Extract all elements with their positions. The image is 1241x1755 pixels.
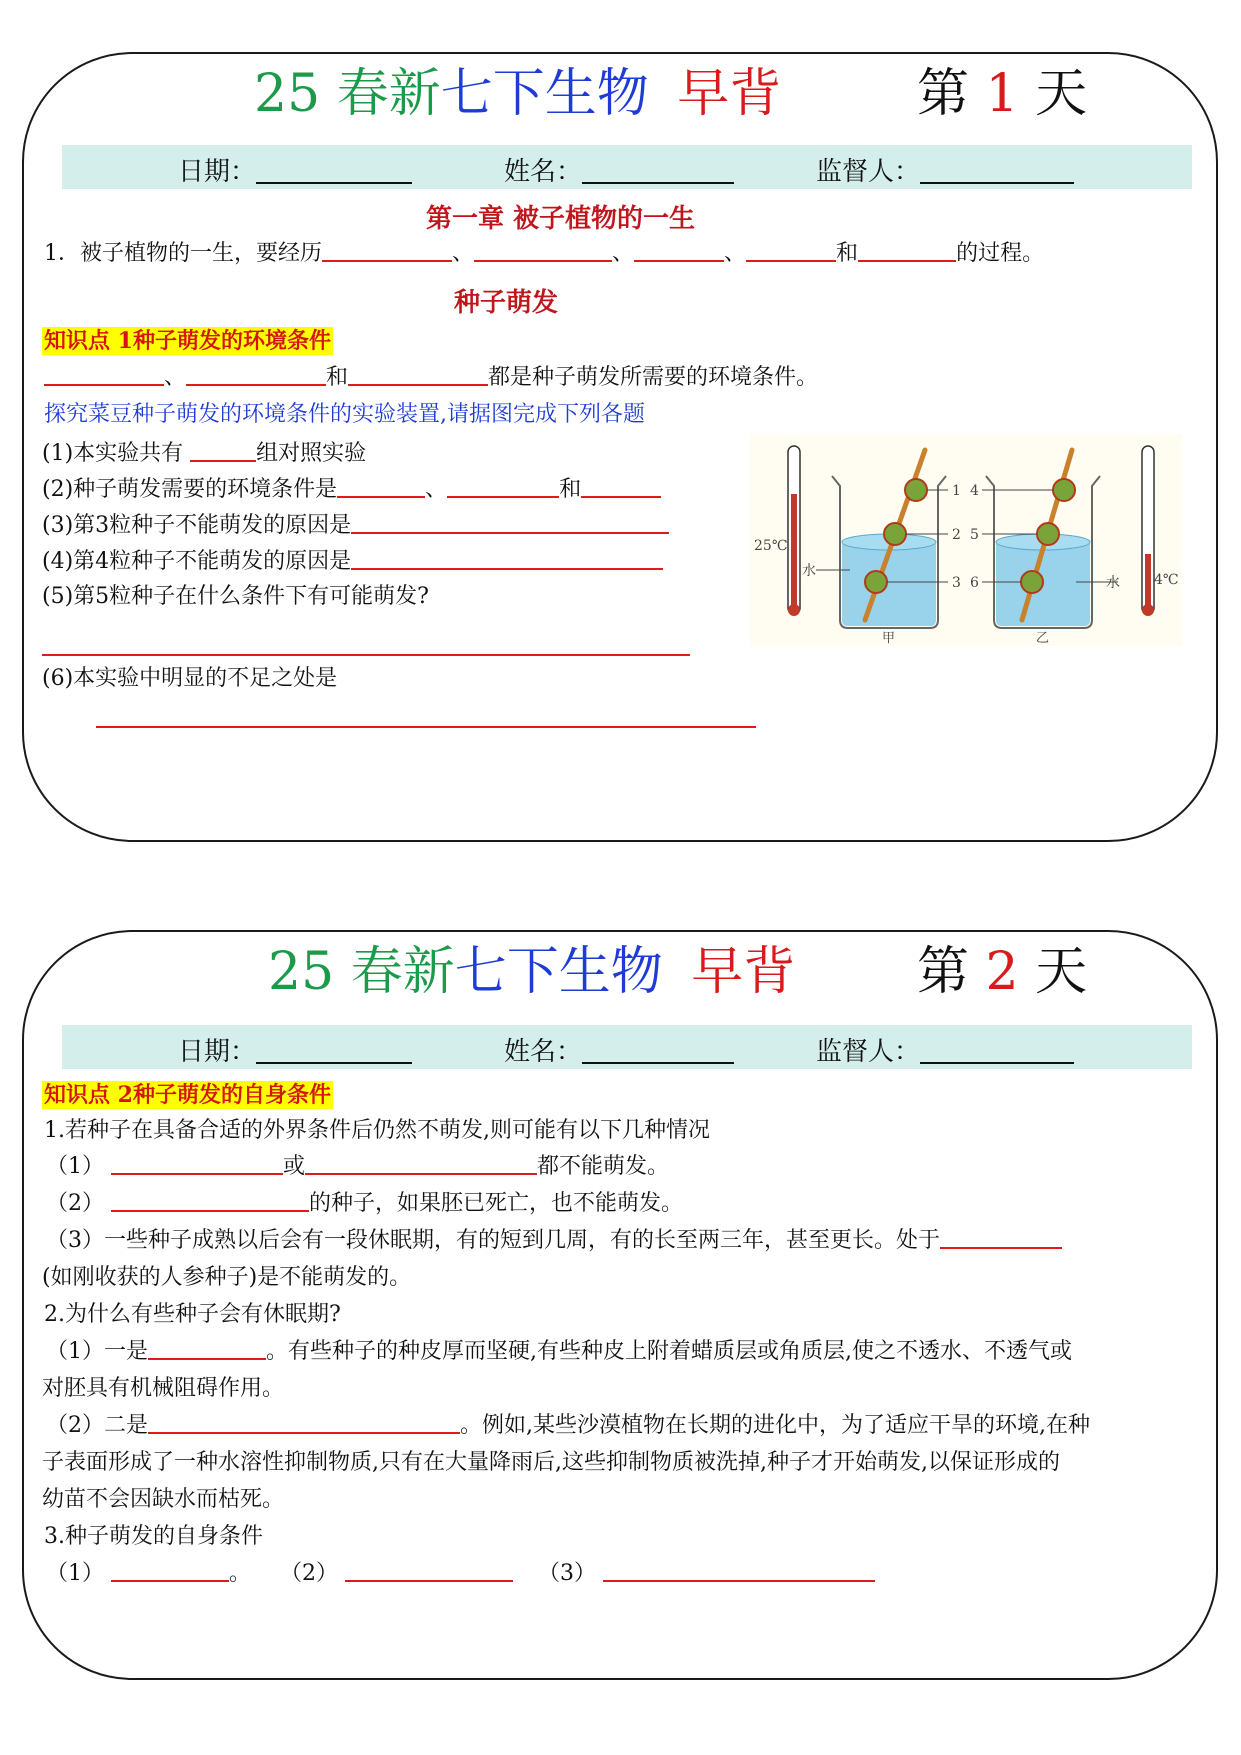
thermometer-left-icon	[788, 446, 800, 616]
info-bar	[62, 1025, 1192, 1069]
blank[interactable]	[603, 1558, 875, 1582]
chapter-heading: 第一章 被子植物的一生	[426, 204, 696, 234]
blank[interactable]	[322, 238, 452, 262]
day-1-card	[22, 52, 1218, 842]
temp-right-label: 4℃	[1154, 572, 1179, 588]
blank[interactable]	[111, 1151, 283, 1175]
water-label-left: 水	[802, 563, 816, 579]
section-heading: 种子萌发	[454, 288, 559, 318]
thermometer-right-icon	[1142, 446, 1154, 616]
info-bar	[62, 145, 1192, 189]
item-1-2: （2） 的种子，如果胚已死亡，也不能萌发。	[46, 1185, 683, 1222]
item-1-1: （1） 或 都不能萌发。	[46, 1148, 669, 1185]
supervisor-blank[interactable]	[920, 158, 1074, 184]
beaker-right-label: 乙	[1036, 631, 1050, 646]
card-title: 25 春新七下生物 早背	[268, 942, 796, 1002]
beaker-right-icon	[982, 450, 1118, 628]
day-2-card	[22, 930, 1218, 1680]
section-3-heading: 3.种子萌发的自身条件	[44, 1524, 263, 1549]
blank[interactable]	[858, 238, 956, 262]
seed-label-3: 3	[952, 575, 961, 591]
item-1-3-cont: (如刚收获的人参种子)是不能萌发的。	[42, 1265, 412, 1290]
blank[interactable]	[634, 238, 724, 262]
blank[interactable]	[337, 474, 425, 498]
name-field[interactable]: 姓名：	[504, 151, 734, 188]
date-blank[interactable]	[256, 1038, 412, 1064]
item-1-3: （3）一些种子成熟以后会有一段休眠期，有的短到几周，有的长至两三年，甚至更长。处于	[46, 1222, 1062, 1259]
seed-label-5: 5	[970, 527, 979, 543]
question-1: 1．被子植物的一生，要经历 、 、 、 和 的过程。	[44, 238, 1044, 269]
blank[interactable]	[940, 1225, 1062, 1249]
blank[interactable]	[474, 238, 612, 262]
item-6: (6)本实验中明显的不足之处是	[42, 666, 338, 691]
blank[interactable]	[746, 238, 836, 262]
supervisor-field[interactable]: 监督人：	[816, 151, 1074, 188]
blank[interactable]	[148, 1410, 460, 1434]
blank[interactable]	[186, 362, 326, 386]
knowledge-point-1: 知识点 1种子萌发的环境条件	[44, 328, 331, 354]
environment-conditions-line: 、 和 都是种子萌发所需要的环境条件。	[44, 362, 818, 393]
section-1-heading: 1.若种子在具备合适的外界条件后仍然不萌发,则可能有以下几种情况	[44, 1118, 710, 1143]
seed-label-2: 2	[952, 527, 961, 543]
blank[interactable]	[111, 1188, 309, 1212]
blank[interactable]	[305, 1151, 537, 1175]
name-field[interactable]: 姓名：	[504, 1031, 734, 1068]
blank[interactable]	[447, 474, 559, 498]
item-2-1-cont: 对胚具有机械阻碍作用。	[42, 1376, 285, 1401]
date-field[interactable]: 日期：	[178, 1031, 412, 1068]
seed-label-1: 1	[952, 483, 961, 499]
card-title: 25 春新七下生物 早背	[254, 64, 782, 124]
item-2-1: （1）一是 。有些种子的种皮厚而坚硬,有些种皮上附着蜡质层或角质层,使之不透水、不透气或	[46, 1333, 1072, 1370]
temp-left-label: 25℃	[754, 538, 788, 554]
experiment-figure	[750, 434, 1182, 646]
section-2-heading: 2.为什么有些种子会有休眠期?	[44, 1302, 341, 1327]
item-2: (2)种子萌发需要的环境条件是 、 和	[42, 474, 661, 505]
item-2-2: （2）二是 。例如,某些沙漠植物在长期的进化中，为了适应干旱的环境,在种	[46, 1407, 1090, 1444]
item-2-2-cont2: 幼苗不会因缺水而枯死。	[42, 1487, 285, 1512]
name-blank[interactable]	[582, 158, 734, 184]
knowledge-point-2: 知识点 2种子萌发的自身条件	[44, 1082, 331, 1108]
water-label-right: 水	[1106, 575, 1120, 591]
blank[interactable]	[111, 1558, 229, 1582]
item-3: (3)第3粒种子不能萌发的原因是	[42, 510, 669, 541]
item-5-answer-line[interactable]	[42, 654, 690, 656]
item-5: (5)第5粒种子在什么条件下有可能萌发?	[42, 584, 429, 609]
blank[interactable]	[581, 474, 661, 498]
item-6-answer-line[interactable]	[96, 726, 756, 728]
blank[interactable]	[44, 362, 164, 386]
blank[interactable]	[148, 1336, 266, 1360]
date-field[interactable]: 日期：	[178, 151, 412, 188]
seed-label-6: 6	[970, 575, 979, 591]
name-blank[interactable]	[582, 1038, 734, 1064]
supervisor-blank[interactable]	[920, 1038, 1074, 1064]
item-1: (1)本实验共有 组对照实验	[42, 438, 366, 469]
item-2-2-cont: 子表面形成了一种水溶性抑制物质,只有在大量降雨后,这些抑制物质被洗掉,种子才开始萌发,以保证形成的	[42, 1450, 1060, 1475]
experiment-title: 探究菜豆种子萌发的环境条件的实验装置,请据图完成下列各题	[44, 402, 645, 427]
seed-label-4: 4	[970, 483, 979, 499]
day-number: 第 1 天	[917, 64, 1088, 124]
blank[interactable]	[190, 438, 256, 462]
day-number: 第 2 天	[917, 942, 1088, 1002]
supervisor-field[interactable]: 监督人：	[816, 1031, 1074, 1068]
blank[interactable]	[351, 546, 663, 570]
item-3-line: （1） 。 （2） （3）	[46, 1555, 875, 1592]
date-blank[interactable]	[256, 158, 412, 184]
beaker-diagram	[750, 434, 1182, 646]
beaker-left-label: 甲	[882, 631, 896, 646]
beaker-left-icon	[816, 450, 948, 628]
blank[interactable]	[351, 510, 669, 534]
item-4: (4)第4粒种子不能萌发的原因是	[42, 546, 663, 577]
blank[interactable]	[348, 362, 488, 386]
blank[interactable]	[345, 1558, 513, 1582]
